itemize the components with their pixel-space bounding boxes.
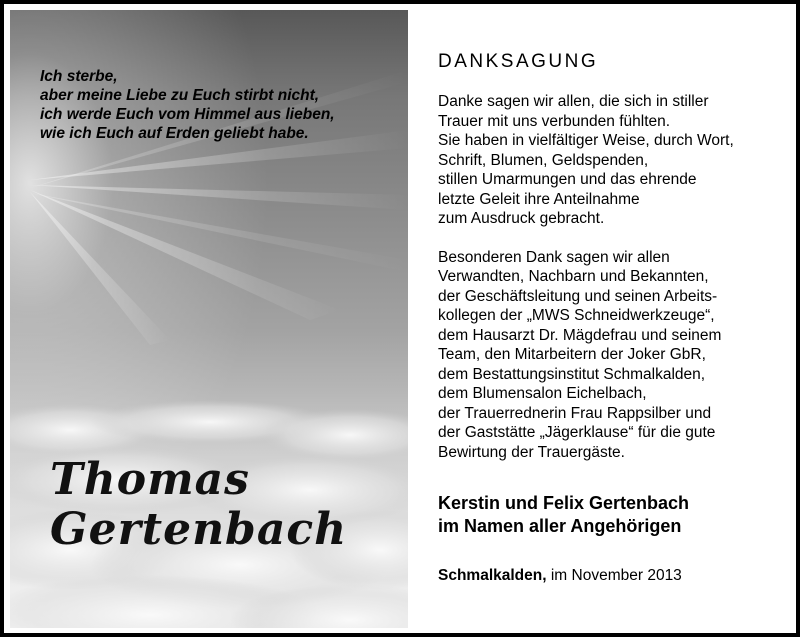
thanks-paragraph-2 [438, 248, 778, 463]
quote-line: ich werde Euch vom Himmel aus lieben, [40, 106, 335, 123]
text-line: Schrift, Blumen, Geldspenden, [438, 151, 649, 169]
text-line: dem Blumensalon Eichelbach, [438, 385, 647, 402]
text-line: kollegen der „MWS Schneidwerkzeuge“, [438, 307, 715, 324]
text-line: der Geschäftsleitung und seinen Arbeits- [438, 287, 718, 305]
text-line: Bewirtung der Trauergäste. [438, 443, 625, 461]
text-line: stillen Umarmungen und das ehrende [438, 171, 697, 188]
deceased-last-name: Gertenbach [50, 504, 348, 555]
notice-heading: DANKSAGUNG [438, 51, 599, 72]
thanks-paragraph-1 [438, 92, 778, 229]
thanks-text-column [438, 50, 778, 586]
memorial-quote [40, 67, 400, 143]
quote-line: Ich sterbe, [40, 68, 118, 85]
deceased-first-name: Thomas [50, 454, 250, 505]
text-line: zum Ausdruck gebracht. [438, 210, 605, 227]
text-line: Danke sagen wir allen, die sich in stiller [438, 93, 709, 110]
text-line: Besonderen Dank sagen wir allen [438, 248, 670, 266]
text-line: Trauer mit uns verbunden fühlten. [438, 112, 671, 130]
text-line: Sie haben in vielfältiger Weise, durch Wort, [438, 132, 734, 149]
text-line: der Trauerrednerin Frau Rappsilber und [438, 404, 712, 422]
text-line: Team, den Mitarbeitern der Joker GbR, [438, 346, 706, 363]
text-line: der Gaststätte „Jägerklause“ für die gute [438, 424, 716, 441]
text-line: dem Bestattungsinstitut Schmalkalden, [438, 365, 706, 383]
text-line: Verwandten, Nachbarn und Bekannten, [438, 268, 709, 285]
sky-clouds-photo [10, 10, 408, 628]
text-line: dem Hausarzt Dr. Mägdefrau und seinem [438, 326, 722, 344]
place: Schmalkalden, [438, 567, 547, 584]
signature-line: Kerstin und Felix Gertenbach [438, 493, 690, 513]
signature [438, 492, 778, 538]
quote-line: aber meine Liebe zu Euch stirbt nicht, [40, 87, 320, 104]
quote-line: wie ich Euch auf Erden geliebt habe. [40, 125, 309, 142]
date: im November 2013 [550, 567, 682, 584]
place-and-date [438, 566, 778, 586]
text-line: letzte Geleit ihre Anteilnahme [438, 190, 640, 208]
signature-line: im Namen aller Angehörigen [438, 516, 682, 536]
deceased-name [50, 455, 347, 555]
